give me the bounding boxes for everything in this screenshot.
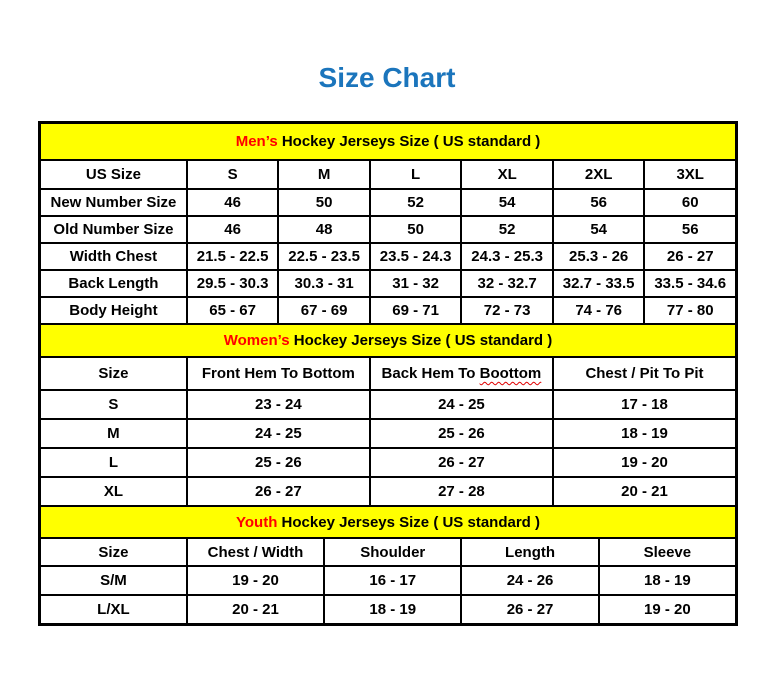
size-value-cell: 48: [278, 216, 370, 243]
column-header: Length: [461, 538, 598, 566]
size-value-cell: 50: [278, 189, 370, 216]
size-value-cell: 26 - 27: [461, 595, 598, 624]
size-value-cell: 19 - 20: [553, 448, 736, 477]
size-value-cell: 19 - 20: [599, 595, 736, 624]
size-value-cell: 46: [187, 216, 279, 243]
size-value-cell: 25 - 26: [370, 419, 553, 448]
size-value-cell: 19 - 20: [187, 566, 324, 595]
table-row: [40, 566, 736, 595]
size-value-cell: 18 - 19: [324, 595, 461, 624]
size-value-cell: 60: [644, 189, 736, 216]
size-value-cell: 72 - 73: [461, 297, 553, 324]
table-row: [40, 189, 736, 216]
size-value-cell: 21.5 - 22.5: [187, 243, 279, 270]
size-value-cell: 25.3 - 26: [553, 243, 645, 270]
size-value-cell: 56: [553, 189, 645, 216]
size-chart: [38, 121, 738, 626]
table-row: [40, 448, 736, 477]
size-value-cell: 25 - 26: [187, 448, 370, 477]
column-header: Shoulder: [324, 538, 461, 566]
size-value-cell: 32.7 - 33.5: [553, 270, 645, 297]
size-value-cell: 20 - 21: [187, 595, 324, 624]
table-row: [40, 216, 736, 243]
size-value-cell: 46: [187, 189, 279, 216]
size-value-cell: 67 - 69: [278, 297, 370, 324]
size-value-cell: 24.3 - 25.3: [461, 243, 553, 270]
column-header: L: [370, 160, 462, 189]
size-value-cell: 52: [461, 216, 553, 243]
size-value-cell: 54: [553, 216, 645, 243]
row-label: S: [40, 390, 187, 419]
womens-caption-row: [40, 324, 736, 357]
size-value-cell: 17 - 18: [553, 390, 736, 419]
column-header: Chest / Pit To Pit: [553, 357, 736, 390]
table-row: [40, 419, 736, 448]
youth-caption-row: [40, 506, 736, 538]
size-value-cell: 23 - 24: [187, 390, 370, 419]
row-label: Body Height: [40, 297, 187, 324]
size-value-cell: 24 - 25: [187, 419, 370, 448]
size-value-cell: 65 - 67: [187, 297, 279, 324]
column-header: Chest / Width: [187, 538, 324, 566]
row-label: M: [40, 419, 187, 448]
size-value-cell: 52: [370, 189, 462, 216]
youth-size-table: [39, 505, 737, 625]
column-header: US Size: [40, 160, 187, 189]
size-value-cell: 26 - 27: [370, 448, 553, 477]
size-value-cell: 24 - 25: [370, 390, 553, 419]
youth-section-caption: Youth Hockey Jerseys Size ( US standard ): [40, 506, 736, 538]
column-header: Size: [40, 357, 187, 390]
size-value-cell: 74 - 76: [553, 297, 645, 324]
mens-header-row: [40, 160, 736, 189]
size-value-cell: 22.5 - 23.5: [278, 243, 370, 270]
size-value-cell: 33.5 - 34.6: [644, 270, 736, 297]
size-value-cell: 31 - 32: [370, 270, 462, 297]
row-label: S/M: [40, 566, 187, 595]
row-label: Back Length: [40, 270, 187, 297]
column-header: 2XL: [553, 160, 645, 189]
mens-caption-row: [40, 123, 736, 160]
caption-highlight: Youth: [236, 513, 278, 531]
column-header: M: [278, 160, 370, 189]
column-header: Sleeve: [599, 538, 736, 566]
table-row: [40, 477, 736, 506]
row-label: New Number Size: [40, 189, 187, 216]
size-value-cell: 16 - 17: [324, 566, 461, 595]
size-value-cell: 56: [644, 216, 736, 243]
size-value-cell: 20 - 21: [553, 477, 736, 506]
size-value-cell: 24 - 26: [461, 566, 598, 595]
caption-highlight: Men’s: [235, 133, 278, 150]
column-header: 3XL: [644, 160, 736, 189]
mens-section-caption: Men’s Hockey Jerseys Size ( US standard ): [40, 123, 736, 160]
row-label: Width Chest: [40, 243, 187, 270]
size-value-cell: 18 - 19: [553, 419, 736, 448]
misspelled-word: Boottom: [479, 365, 542, 382]
row-label: L: [40, 448, 187, 477]
size-value-cell: 69 - 71: [370, 297, 462, 324]
size-value-cell: 23.5 - 24.3: [370, 243, 462, 270]
page-title: Size Chart: [318, 62, 456, 93]
column-header: S: [187, 160, 279, 189]
size-value-cell: 77 - 80: [644, 297, 736, 324]
womens-size-table: [39, 323, 737, 507]
size-value-cell: 29.5 - 30.3: [187, 270, 279, 297]
size-value-cell: 50: [370, 216, 462, 243]
column-header: Size: [40, 538, 187, 566]
table-row: [40, 270, 736, 297]
womens-header-row: [40, 357, 736, 390]
row-label: L/XL: [40, 595, 187, 624]
youth-header-row: [40, 538, 736, 566]
row-label: Old Number Size: [40, 216, 187, 243]
row-label: XL: [40, 477, 187, 506]
womens-section-caption: Women’s Hockey Jerseys Size ( US standard ): [40, 324, 736, 357]
table-row: [40, 390, 736, 419]
column-header: XL: [461, 160, 553, 189]
size-value-cell: 18 - 19: [599, 566, 736, 595]
mens-size-table: [39, 122, 737, 325]
table-row: [40, 243, 736, 270]
caption-highlight: Women’s: [223, 332, 290, 349]
size-value-cell: 32 - 32.7: [461, 270, 553, 297]
table-row: [40, 595, 736, 624]
size-value-cell: 30.3 - 31: [278, 270, 370, 297]
size-value-cell: 54: [461, 189, 553, 216]
size-value-cell: 26 - 27: [644, 243, 736, 270]
table-row: [40, 297, 736, 324]
column-header: Back Hem To Boottom: [370, 357, 553, 390]
column-header: Front Hem To Bottom: [187, 357, 370, 390]
size-value-cell: 27 - 28: [370, 477, 553, 506]
size-value-cell: 26 - 27: [187, 477, 370, 506]
